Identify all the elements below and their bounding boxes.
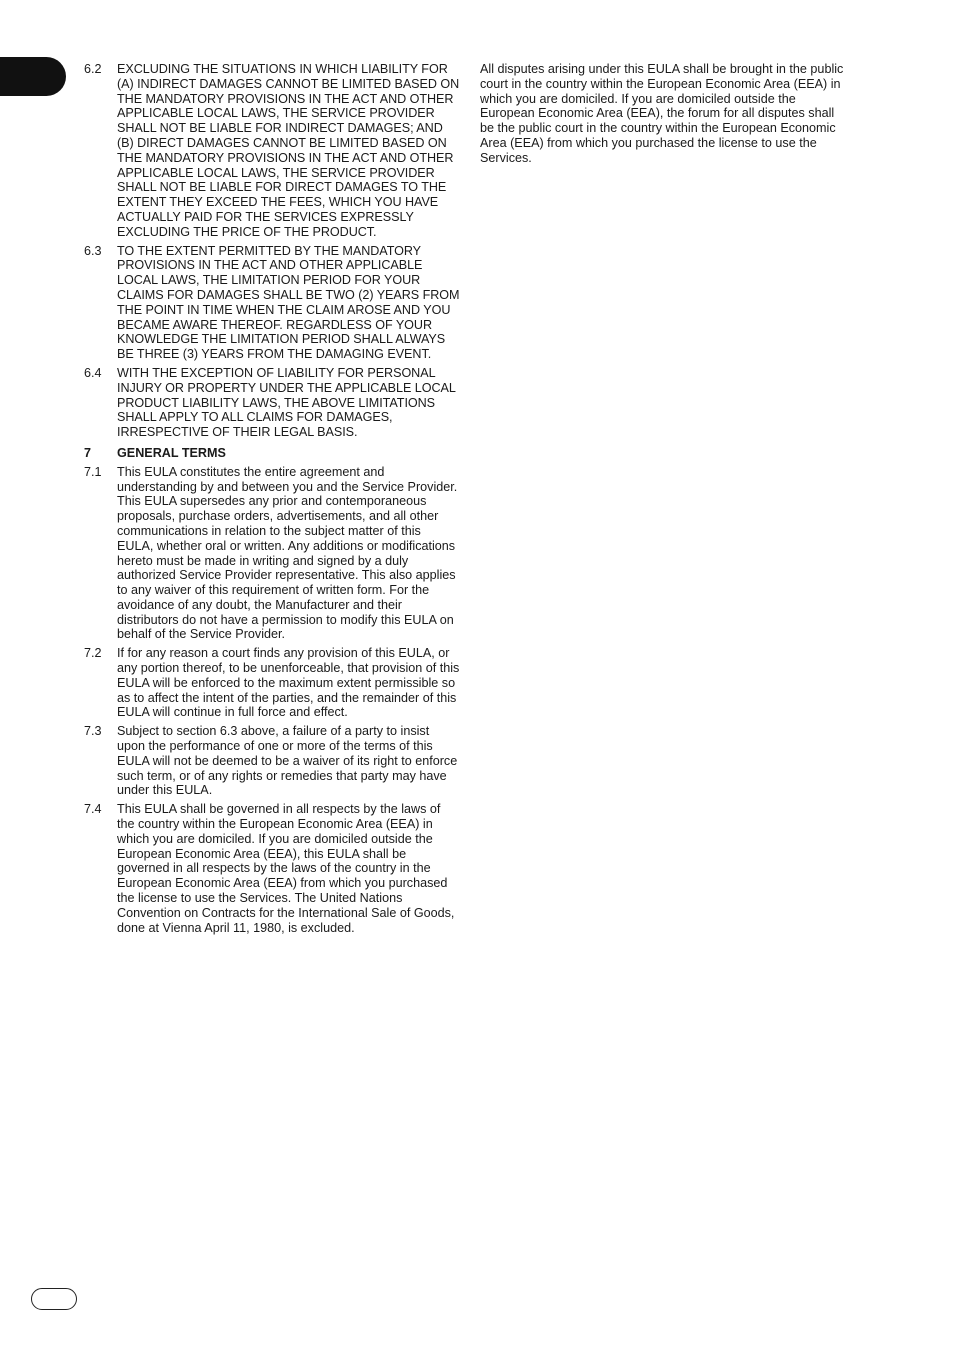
section-text: WITH THE EXCEPTION OF LIABILITY FOR PERSONAL INJURY OR PROPERTY UNDER THE APPLICABLE LOCAL PRODUCT LIABILITY LAWS, THE ABOVE LIMITATIONS SHALL APPLY TO ALL CLAIMS FOR DAMAGES, IRRESPECTIVE OF THEIR LEGAL BASIS. [117, 365, 456, 440]
chapter-tab [0, 57, 66, 96]
section-6-3 [84, 244, 460, 362]
section-text: Subject to section 6.3 above, a failure of a party to insist upon the performance of one or more of the terms of this EULA will not be deemed to be a waiver of its right to enforce such term, or of any rights or remedies that party may have under this EULA. [117, 724, 458, 798]
section-number: 6.3 [84, 243, 102, 258]
section-number: 7.2 [84, 646, 102, 661]
left-column [84, 62, 460, 939]
section-number: 7.4 [84, 802, 102, 817]
section-text: This EULA shall be governed in all respects by the laws of the country within the European Economic Area (EEA) in which you are domiciled. If you are domiciled outside the European Economic Area (EEA), this EULA shall be governed in all respects by the laws of the country in the European Economic Area (EEA) from which you purchased the license to use the Services. The United Nations Convention on Contracts for the International Sale of Goods, done at Vienna April 11, 1980, is excluded. [117, 802, 455, 935]
section-7-4 [84, 802, 460, 935]
section-6-4 [84, 366, 460, 440]
section-heading-7 [84, 446, 460, 461]
section-6-2 [84, 62, 460, 240]
right-column [480, 62, 850, 166]
section-text: EXCLUDING THE SITUATIONS IN WHICH LIABILITY FOR (A) INDIRECT DAMAGES CANNOT BE LIMITED BASED ON THE MANDATORY PROVISIONS IN THE ACT AND OTHER APPLICABLE LOCAL LAWS, THE SERVICE PROVIDER SHALL NOT BE LIABLE FOR INDIRECT DAMAGES; AND (B) DIRECT DAMAGES CANNOT BE LIMITED BASED ON THE MANDATORY PROVISIONS IN THE ACT AND OTHER APPLICABLE LOCAL LAWS, THE SERVICE PROVIDER SHALL NOT BE LIABLE FOR DIRECT DAMAGES TO THE EXTENT THEY EXCEED THE FEES, WHICH YOU HAVE ACTUALLY PAID FOR THE SERVICES EXPRESSLY EXCLUDING THE PRICE OF THE PRODUCT. [117, 62, 460, 239]
heading-title: GENERAL TERMS [117, 445, 226, 460]
disputes-paragraph: All disputes arising under this EULA shall be brought in the public court in the country within the European Economic Area (EEA) in which you are domiciled. If you are domiciled outside the European Economic Area (EEA), the forum for all disputes shall be the public court in the country within the European Economic Area (EEA) from which you purchased the license to use the Services. [480, 62, 844, 165]
section-7-3 [84, 724, 460, 798]
section-number: 7.1 [84, 464, 102, 479]
section-number: 7.3 [84, 724, 102, 739]
section-text: TO THE EXTENT PERMITTED BY THE MANDATORY PROVISIONS IN THE ACT AND OTHER APPLICABLE LOCAL LAWS, THE LIMITATION PERIOD FOR YOUR CLAIMS FOR DAMAGES SHALL BE TWO (2) YEARS FROM THE POINT IN TIME WHEN THE CLAIM AROSE AND YOU BECAME AWARE THEREOF. REGARDLESS OF YOUR KNOWLEDGE THE LIMITATION PERIOD SHALL ALWAYS BE THREE (3) YEARS FROM THE DAMAGING EVENT. [117, 243, 460, 362]
section-text: If for any reason a court finds any provision of this EULA, or any portion thereof, to be unenforceable, that provision of this EULA will be enforced to the maximum extent permissible so as to affect the intent of the parties, and the remainder of this EULA will continue in full force and effect. [117, 646, 460, 720]
section-number: 6.4 [84, 365, 102, 380]
section-7-1 [84, 465, 460, 643]
heading-number: 7 [84, 445, 92, 460]
page-number-badge [31, 1288, 77, 1310]
section-7-2 [84, 646, 460, 720]
section-number: 6.2 [84, 62, 102, 76]
section-text: This EULA constitutes the entire agreement and understanding by and between you and the Service Provider. This EULA supersedes any prior and contemporaneous proposals, purchase orders, advertisements, and all other communications in relation to the subject matter of this EULA, whether oral or written. Any additions or modifications hereto must be made in writing and signed by a duly authorized Service Provider representative. This also applies to any waiver of this requirement of written form. For the avoidance of any doubt, the Manufacturer and their distributors do not have a permission to modify this EULA on behalf of the Service Provider. [117, 464, 458, 642]
